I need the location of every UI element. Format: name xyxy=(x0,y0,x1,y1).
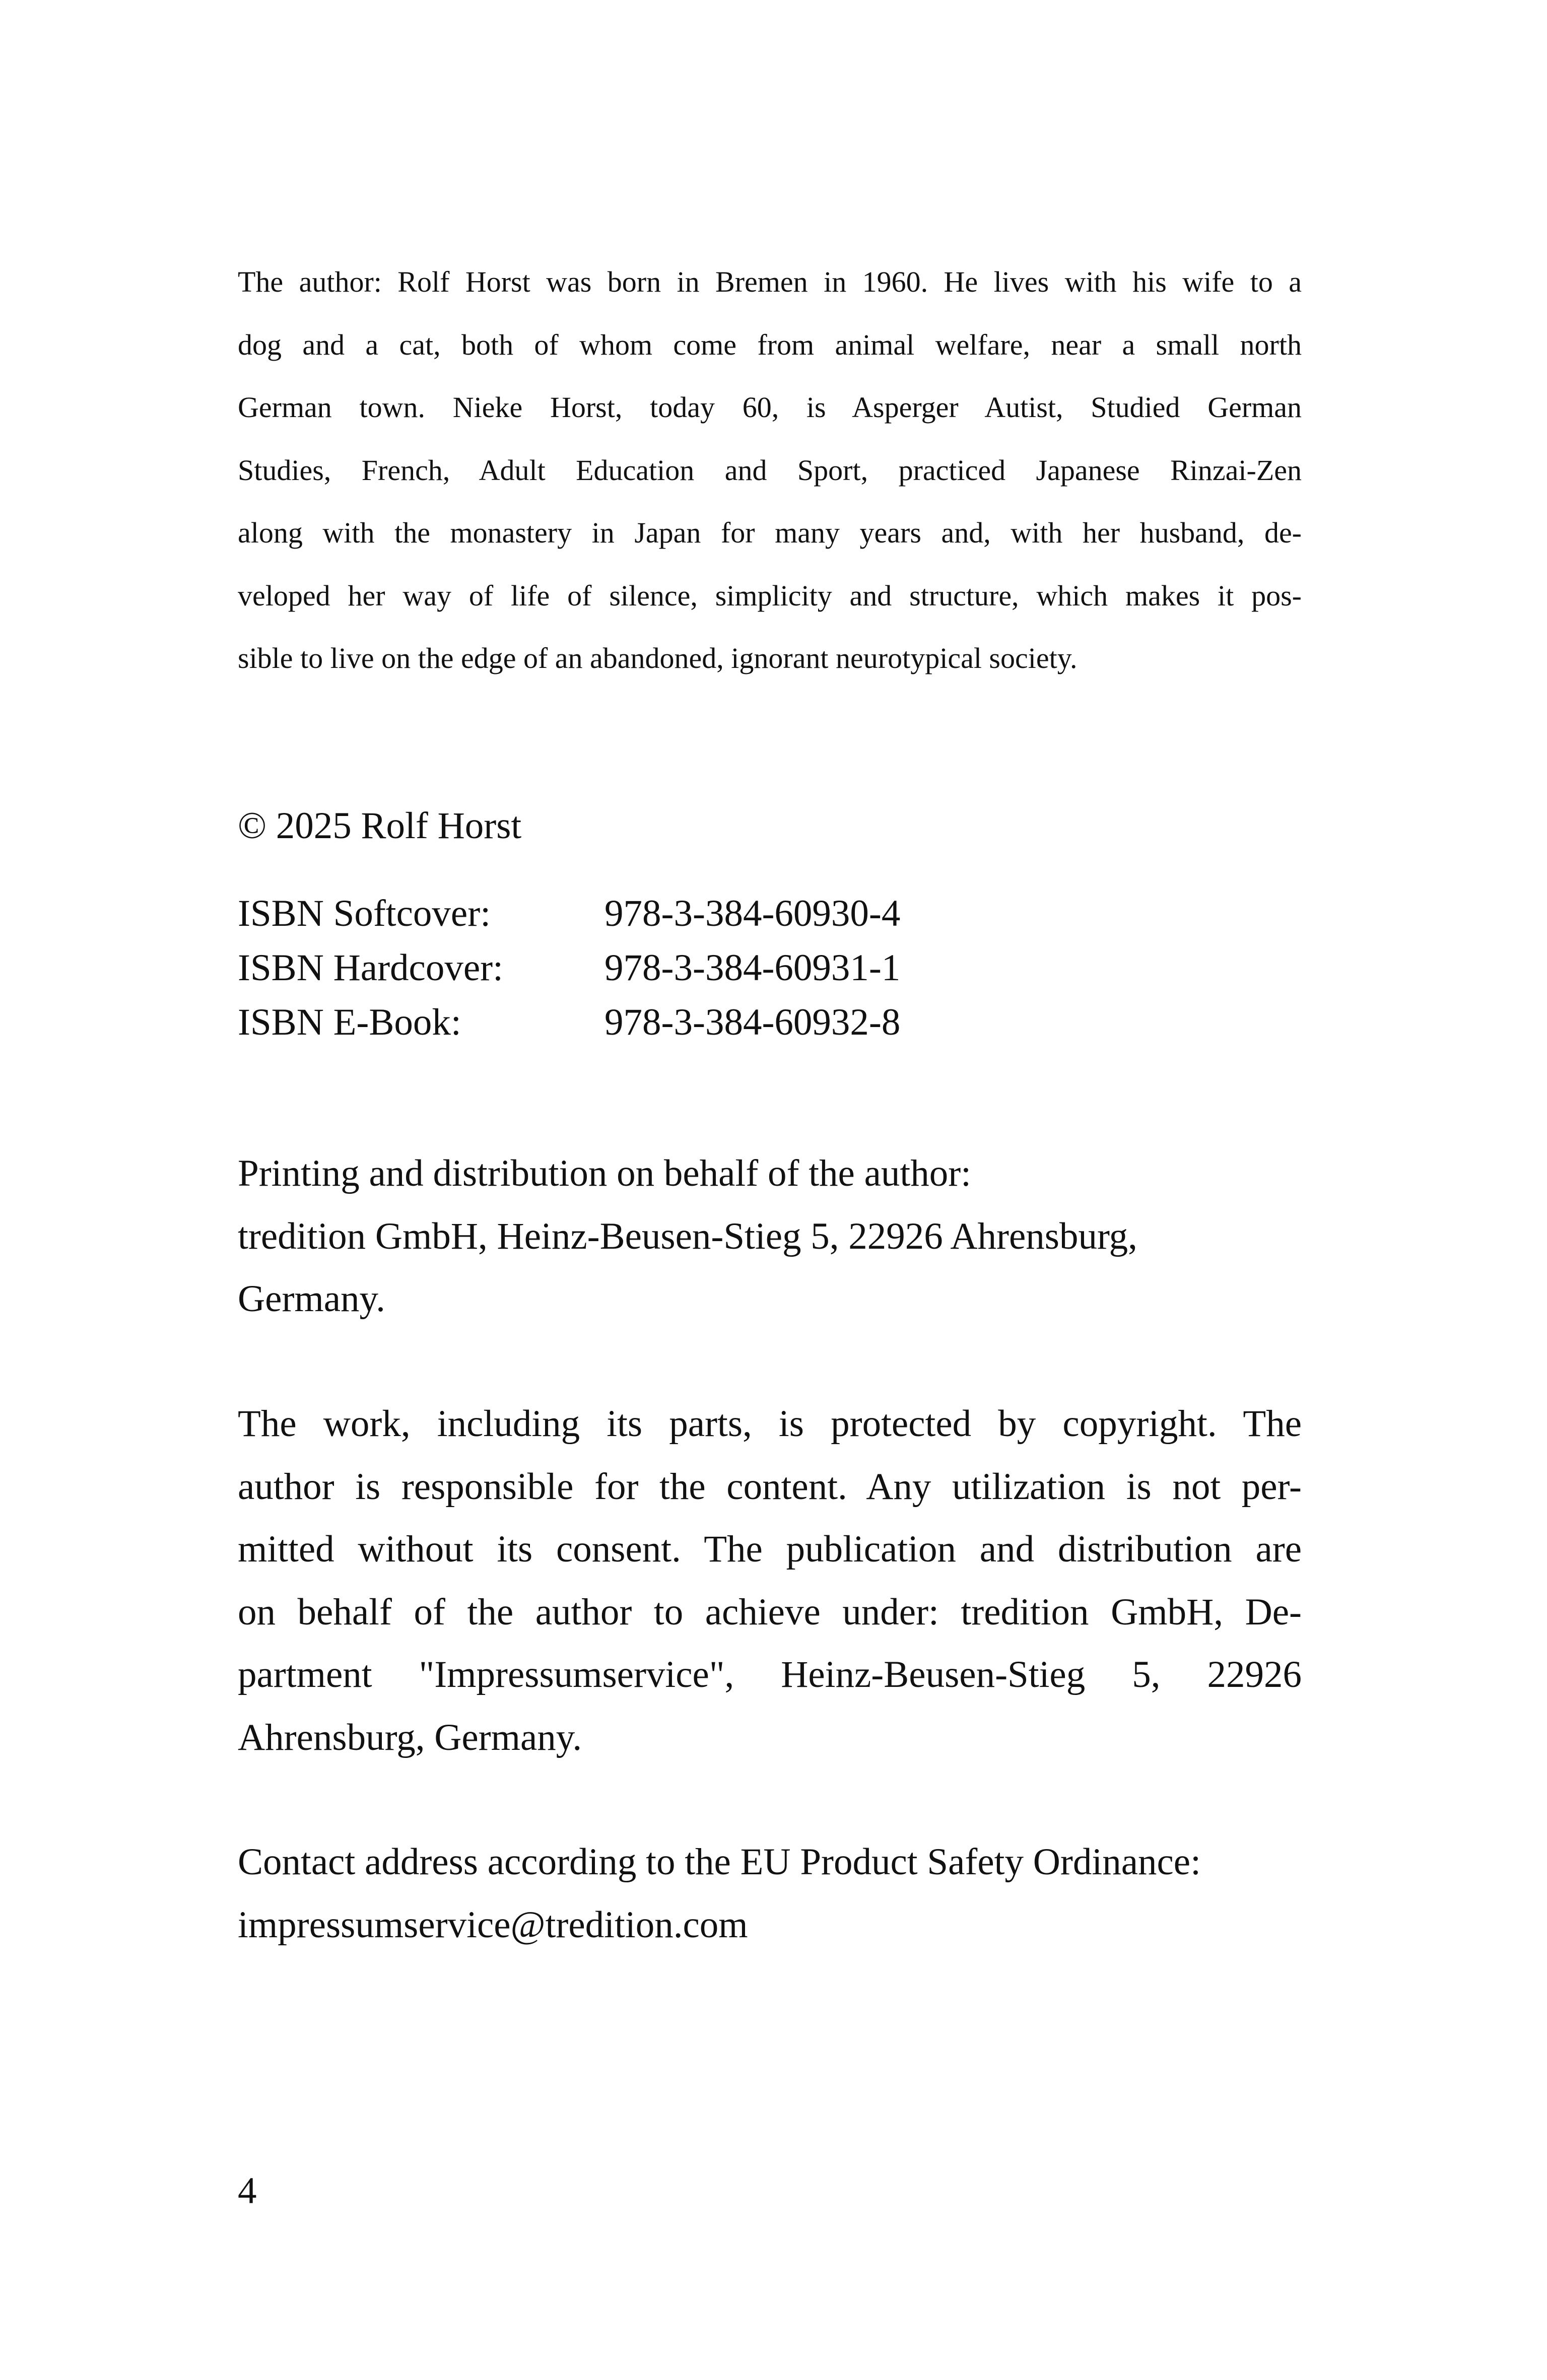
isbn-value: 978-3-384-60931-1 xyxy=(604,947,901,989)
isbn-label: ISBN Softcover: xyxy=(238,893,491,934)
isbn-row-softcover xyxy=(238,887,1302,941)
isbn-list xyxy=(238,887,1302,1050)
bio-line: veloped her way of life of silence, simplicity and structure, which makes it pos- xyxy=(238,579,1302,612)
printing-line: tredition GmbH, Heinz-Beusen-Stieg 5, 22926 Ahrensburg, xyxy=(238,1215,1137,1257)
copyright-notice: © 2025 Rolf Horst xyxy=(238,805,522,847)
bio-line: Studies, French, Adult Education and Sport, practiced Japanese Rinzai-Zen xyxy=(238,453,1302,487)
bio-line: dog and a cat, both of whom come from animal welfare, near a small north xyxy=(238,328,1302,361)
work-line: on behalf of the author to achieve under: tredition GmbH, De- xyxy=(238,1591,1302,1633)
printing-notice xyxy=(238,1142,1302,1331)
bio-line: The author: Rolf Horst was born in Bremen in 1960. He lives with his wife to a xyxy=(238,265,1302,298)
bio-line: sible to live on the edge of an abandoned, ignorant neurotypical society. xyxy=(238,642,1078,674)
work-line: partment "Impressumservice", Heinz-Beusen-Stieg 5, 22926 xyxy=(238,1654,1302,1695)
isbn-row-hardcover xyxy=(238,941,1302,995)
isbn-value: 978-3-384-60932-8 xyxy=(604,1001,901,1043)
contact-notice xyxy=(238,1831,1302,1956)
work-line: The work, including its parts, is protected by copyright. The xyxy=(238,1403,1302,1445)
bio-line: along with the monastery in Japan for many years and, with her husband, de- xyxy=(238,516,1302,549)
printing-line: Printing and distribution on behalf of the author: xyxy=(238,1152,972,1194)
isbn-label: ISBN E-Book: xyxy=(238,1001,461,1043)
author-bio xyxy=(238,251,1302,690)
work-line: Ahrensburg, Germany. xyxy=(238,1716,582,1758)
isbn-label: ISBN Hardcover: xyxy=(238,947,503,989)
contact-email: impressumservice@tredition.com xyxy=(238,1903,748,1946)
contact-line: Contact address according to the EU Product Safety Ordinance: xyxy=(238,1841,1201,1883)
isbn-value: 978-3-384-60930-4 xyxy=(604,893,901,934)
page-number: 4 xyxy=(238,2170,257,2212)
work-line: author is responsible for the content. Any utilization is not per- xyxy=(238,1465,1302,1508)
printing-line: Germany. xyxy=(238,1278,385,1320)
copyright-paragraph xyxy=(238,1393,1302,1769)
bio-line: German town. Nieke Horst, today 60, is Asperger Autist, Studied German xyxy=(238,391,1302,424)
isbn-row-ebook xyxy=(238,995,1302,1050)
work-line: mitted without its consent. The publication and distribution are xyxy=(238,1528,1302,1570)
